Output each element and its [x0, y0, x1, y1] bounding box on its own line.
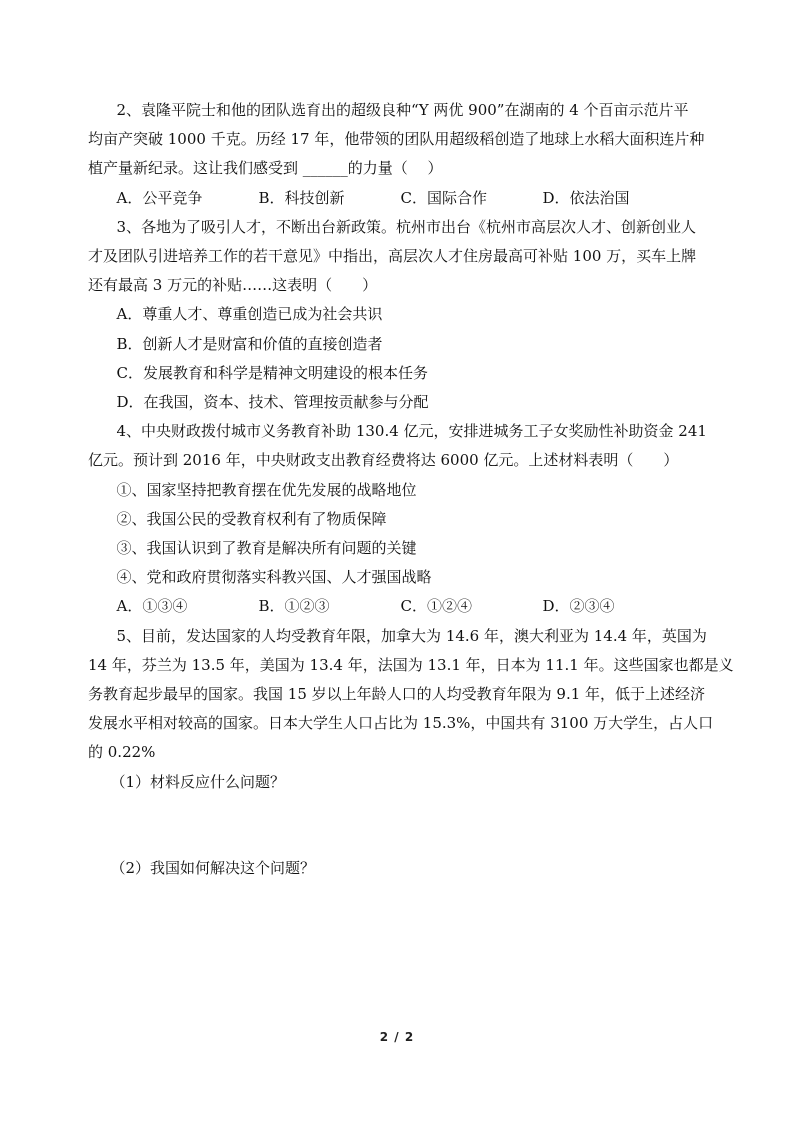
question-5-line-4: 发展水平相对较高的国家。日本大学生人口占比为 15.3%，中国共有 3100 万大学生，占人口 [88, 714, 714, 733]
question-5 [88, 622, 734, 883]
answer-space-1 [88, 797, 708, 854]
question-4-line-1: 4、中央财政拨付城市义务教育补助 130.4 亿元，安排进城务工子女奖励性补助资金 241 [116, 422, 707, 441]
statement-1: ①、国家坚持把教育摆在优先发展的战略地位 [116, 480, 417, 499]
question-4 [88, 417, 708, 621]
question-3-line-2: 才及团队引进培养工作的若干意见》中指出，高层次人才住房最高可补贴 100 万，买车上牌 [88, 247, 697, 266]
option-b: B．①②③ [258, 597, 330, 616]
question-3 [88, 213, 708, 417]
option-a: A．①③④ [116, 597, 188, 616]
statement-2: ②、我国公民的受教育权利有了物质保障 [116, 509, 387, 528]
question-3-line-1: 3、各地为了吸引人才，不断出台新政策。杭州市出台《杭州市高层次人才、创新创业人 [116, 217, 697, 236]
option-a: A．尊重人才、尊重创造已成为社会共识 [116, 305, 383, 324]
content-area [88, 96, 734, 883]
question-3-line-3: 还有最高 3 万元的补贴……这表明（ ） [88, 276, 378, 295]
option-d: D．依法治国 [542, 188, 630, 207]
option-d: D．②③④ [542, 597, 615, 616]
statement-3: ③、我国认识到了教育是解决所有问题的关键 [116, 539, 417, 558]
option-a: A．公平竞争 [116, 188, 203, 207]
question-2 [88, 96, 708, 213]
question-2-line-3: 植产量新纪录。这让我们感受到 ______的力量（ ） [88, 159, 443, 178]
question-2-line-1: 2、袁隆平院士和他的团队选育出的超级良种“Y 两优 900”在湖南的 4 个百亩示范片平 [116, 101, 689, 119]
option-d: D．在我国，资本、技术、管理按贡献参与分配 [116, 393, 429, 412]
question-5-line-1: 5、目前，发达国家的人均受教育年限，加拿大为 14.6 年，澳大利亚为 14.4 年，英国为 [116, 626, 707, 645]
question-5-line-5: 的 0.22% [88, 743, 156, 762]
subquestion-2: （2）我国如何解决这个问题？ [110, 858, 316, 877]
question-5-line-3: 务教育起步最早的国家。我国 15 岁以上年龄人口的人均受教育年限为 9.1 年，低于上述经济 [88, 685, 706, 704]
question-2-options [88, 184, 708, 213]
question-4-options [88, 592, 708, 621]
statement-4: ④、党和政府贯彻落实科教兴国、人才强国战略 [116, 568, 432, 587]
option-b: B．科技创新 [258, 188, 345, 207]
question-4-line-2: 亿元。预计到 2016 年，中央财政支出教育经费将达 6000 亿元。上述材料表明（ ） [88, 451, 679, 470]
subquestion-1: （1）材料反应什么问题？ [110, 772, 286, 791]
question-5-line-2: 14 年，芬兰为 13.5 年，美国为 13.4 年，法国为 13.1 年，日本为 11.1 年。这些国家也都是义 [88, 655, 734, 674]
option-b: B．创新人才是财富和价值的直接创造者 [116, 334, 383, 353]
option-c: C．①②④ [400, 597, 472, 616]
option-c: C．发展教育和科学是精神文明建设的根本任务 [116, 363, 428, 382]
page-number: 2 / 2 [379, 1030, 415, 1044]
question-2-line-2: 均亩产突破 1000 千克。历经 17 年，他带领的团队用超级稻创造了地球上水稻大面积连片种 [88, 130, 705, 149]
option-c: C．国际合作 [400, 188, 487, 207]
